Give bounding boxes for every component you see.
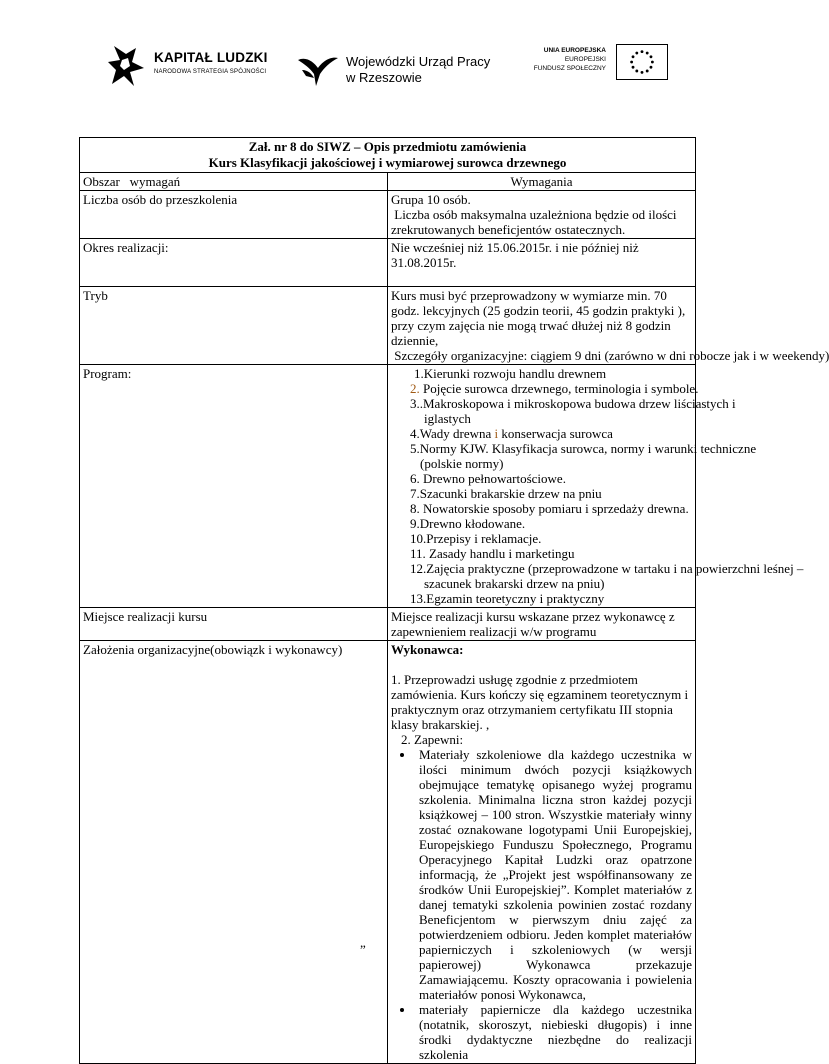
program-item-number: 2.	[410, 381, 420, 396]
table-row	[80, 608, 696, 641]
table-row	[80, 239, 696, 287]
tryb-line1: Kurs musi być przeprowadzony w wymiarze min. 70 godz. lekcyjnych (25 godzin teorii, 45 godzin praktyki ), przy czym zajęcia nie mogą trwać dłużej niż 8 godzin dziennie,	[391, 288, 686, 348]
program-item: (polskie normy)	[420, 456, 504, 471]
program-item: 4.Wady drewna i konserwacja surowca	[410, 426, 613, 441]
program-item: 1.Kierunki rozwoju handlu drewnem	[414, 366, 607, 381]
kapital-ludzki-icon	[106, 44, 146, 90]
table-row	[80, 287, 696, 365]
wup-logo	[296, 50, 491, 94]
eu-flag-icon	[616, 44, 668, 80]
program-item: 9.Drewno kłodowane.	[410, 516, 526, 531]
wup-line2: w Rzeszowie	[346, 70, 422, 85]
header-row	[80, 138, 696, 173]
liczba-line1: Grupa 10 osób.	[391, 192, 471, 207]
wup-line1: Wojewódzki Urząd Pracy	[346, 54, 491, 69]
ue-text	[510, 46, 606, 73]
column-header-area: Obszar wymagań	[80, 173, 388, 191]
program-item: 11. Zasady handlu i marketingu	[410, 546, 575, 561]
row-label-zalozenia: Założenia organizacyjne(obowiązk i wykonawcy)	[80, 641, 388, 1064]
program-item: 12.Zajęcia praktyczne (przeprowadzone w tartaku i na powierzchni leśnej –	[410, 561, 804, 576]
program-item: 8. Nowatorskie sposoby pomiaru i sprzedaży drewna.	[410, 501, 689, 516]
kapital-ludzki-title: KAPITAŁ LUDZKI	[154, 50, 268, 65]
page-tail-mark: ”	[360, 942, 366, 957]
row-value-liczba	[388, 191, 696, 239]
row-value-miejsce: Miejsce realizacji kursu wskazane przez wykonawcę z zapewnieniem realizacji w/w programu	[388, 608, 696, 641]
row-value-okres: Nie wcześniej niż 15.06.2015r. i nie później niż 31.08.2015r.	[388, 239, 696, 287]
logo-bar	[0, 0, 725, 120]
tryb-line2: Szczegóły organizacyjne: ciągiem 9 dni (zarówno w dni robocze jak i w weekendy)	[391, 348, 829, 363]
row-label-okres: Okres realizacji:	[80, 239, 388, 287]
row-label-tryb: Tryb	[80, 287, 388, 365]
program-item: 5.Normy KJW. Klasyfikacja surowca, normy i warunki techniczne	[410, 441, 757, 456]
column-header-requirements: Wymagania	[388, 173, 696, 191]
row-label-liczba: Liczba osób do przeszkolenia	[80, 191, 388, 239]
row-value-tryb	[388, 287, 829, 365]
program-item: 7.Szacunki brakarskie drzew na pniu	[410, 486, 602, 501]
program-item: iglastych	[424, 411, 471, 426]
program-item: szacunek brakarski drzew na pniu)	[424, 576, 605, 591]
list-item: • materiały papiernicze dla każdego uczestnika (notatnik, skoroszyt, niebieski długopis) i inne środki dydaktyczne niezbędne do realizacji szkolenia	[415, 1002, 692, 1062]
zalozenia-p1: 1. Przeprowadzi usługę zgodnie z przedmiotem zamówienia. Kurs kończy się egzaminem teoretycznym i praktycznym oraz otrzymaniem certyfikatu III stopnia klasy brakarskiej. ,	[391, 672, 689, 732]
requirements-table	[79, 137, 829, 1064]
program-item: 3..Makroskopowa i mikroskopowa budowa drzew liściastych i	[410, 396, 736, 411]
program-item: 2. Pojęcie surowca drzewnego, terminologia i symbole.	[410, 381, 699, 396]
header-line2: Kurs Klasyfikacji jakościowej i wymiarowej surowca drzewnego	[208, 155, 567, 170]
row-value-zalozenia	[388, 641, 696, 1064]
row-label-miejsce: Miejsce realizacji kursu	[80, 608, 388, 641]
row-value-program	[388, 365, 804, 608]
column-header-row	[80, 173, 696, 191]
ue-line3: FUNDUSZ SPOŁECZNY	[533, 65, 606, 72]
table-row	[80, 191, 696, 239]
zalozenia-heading: Wykonawca:	[391, 642, 464, 657]
bird-icon	[296, 52, 340, 88]
kapital-ludzki-subtitle: NARODOWA STRATEGIA SPÓJNOŚCI	[154, 69, 267, 75]
program-item: 13.Egzamin teoretyczny i praktyczny	[410, 591, 605, 606]
table-row	[80, 641, 696, 1064]
liczba-line2: Liczba osób maksymalna uzależniona będzie od ilości zrekrutowanych beneficjentów ostatecznych.	[391, 207, 680, 237]
program-item: 10.Przepisy i reklamacje.	[410, 531, 542, 546]
document-header	[80, 138, 696, 173]
program-item: 6. Drewno pełnowartościowe.	[410, 471, 566, 486]
list-item: • Materiały szkoleniowe dla każdego uczestnika w ilości minimum dwóch pozycji książkowych obejmujące tematykę opisanego wyżej programu szkolenia. Minimalna liczna stron każdej pozycji książkowej – 100 stron. Wszystkie materiały winny zostać oznakowane logotypami Unii Europejskiej, Europejskiego Funduszu Społecznego, Programu Operacyjnego Kapitał Ludzki oraz opatrzone informacją, że „Projekt jest współfinansowany ze środków Unii Europejskiej”. Komplet materiałów z danej tematyki szkolenia powinien zostać rozdany Beneficjentom w pierwszym dniu zajęć za potwierdzeniem odbioru. Jeden komplet materiałów papierniczych i szkoleniowych (w wersji papierowej) Wykonawca przekazuje Zamawiającemu. Koszty opracowania i powielenia materiałów ponosi Wykonawca,	[415, 747, 692, 1002]
table-row	[80, 365, 696, 608]
ue-line1: UNIA EUROPEJSKA	[543, 47, 606, 54]
ue-logo	[510, 44, 670, 92]
ue-line2: EUROPEJSKI	[564, 56, 606, 63]
zalozenia-bullets	[391, 747, 692, 1062]
zalozenia-p2: 2. Zapewni:	[401, 732, 464, 747]
row-label-program: Program:	[80, 365, 388, 608]
kapital-ludzki-logo	[106, 44, 286, 92]
header-line1: Zał. nr 8 do SIWZ – Opis przedmiotu zamówienia	[248, 139, 527, 154]
